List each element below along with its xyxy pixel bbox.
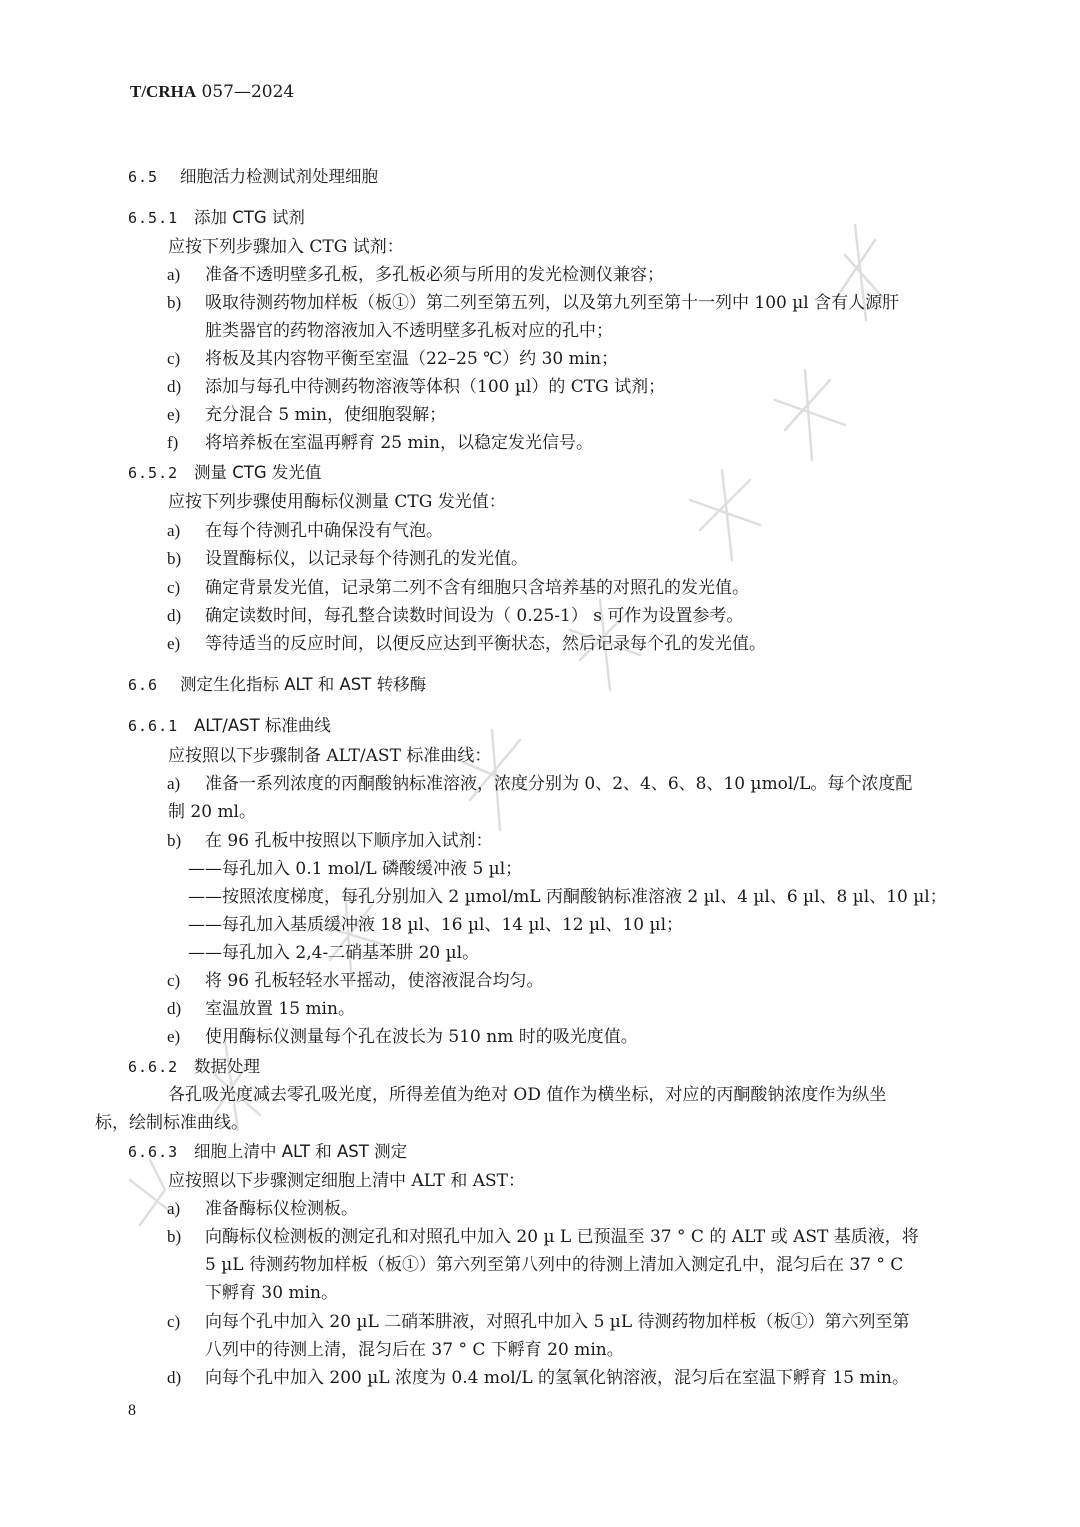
list-item: [167, 548, 528, 570]
section-title: 数据处理: [194, 1057, 260, 1076]
list-marker: c): [167, 578, 181, 597]
section-heading: [128, 715, 331, 737]
list-marker: a): [167, 521, 181, 540]
list-marker: d): [167, 999, 182, 1018]
list-marker: e): [167, 634, 181, 653]
list-marker: c): [167, 349, 181, 368]
list-item-text: 室温放置 15 min。: [205, 999, 355, 1019]
list-item-text: 准备一系列浓度的丙酮酸钠标准溶液，浓度分别为 0、2、4、6、8、10 µmol/L。每个浓度配: [205, 774, 913, 794]
paragraph-line: 八列中的待测上清，混匀后在 37 ° C 下孵育 20 min。: [205, 1340, 624, 1360]
list-item-text: 将 96 孔板轻轻水平摇动，使溶液混合均匀。: [205, 971, 544, 991]
section-title: 细胞上清中 ALT 和 AST 测定: [194, 1142, 408, 1161]
list-item-text: 向每个孔中加入 20 µL 二硝苯肼液，对照孔中加入 5 µL 待测药物加样板（板①）第六列至第: [205, 1312, 910, 1332]
dash-list-item: ——每孔加入基质缓冲液 18 µl、16 µl、14 µl、12 µl、10 µl；: [188, 915, 684, 935]
list-item-text: 向酶标仪检测板的测定孔和对照孔中加入 20 µ L 已预温至 37 ° C 的 ALT 或 AST 基质液，将: [205, 1227, 919, 1247]
list-item-text: 准备不透明壁多孔板，多孔板必须与所用的发光检测仪兼容；: [205, 265, 664, 285]
list-marker: c): [167, 1312, 181, 1331]
list-item-text: 设置酶标仪，以记录每个待测孔的发光值。: [205, 549, 528, 569]
paragraph-line: 应按照以下步骤制备 ALT/AST 标准曲线：: [168, 746, 492, 766]
list-item: [167, 404, 446, 426]
list-item: [167, 1198, 358, 1220]
list-item-text: 充分混合 5 min，使细胞裂解；: [205, 405, 447, 425]
list-item: [167, 773, 912, 795]
section-heading: [128, 1141, 407, 1163]
section-title: 测定生化指标 ALT 和 AST 转移酶: [180, 675, 427, 694]
list-item: [167, 998, 355, 1020]
list-marker: e): [167, 405, 181, 424]
list-item-text: 吸取待测药物加样板（板①）第二列至第五列，以及第九列至第十一列中 100 µl 含有人源肝: [205, 293, 900, 313]
list-item-text: 在 96 孔板中按照以下顺序加入试剂：: [205, 831, 493, 851]
page-number: 8: [128, 1402, 136, 1419]
list-marker: a): [167, 265, 181, 284]
list-item-text: 添加与每孔中待测药物溶液等体积（100 µl）的 CTG 试剂；: [205, 377, 666, 397]
list-item-text: 确定背景发光值，记录第二列不含有细胞只含培养基的对照孔的发光值。: [205, 578, 749, 598]
section-number: 6.6.3: [128, 1143, 179, 1161]
list-item: [167, 1367, 909, 1389]
standard-code: T/CRHA: [130, 82, 197, 101]
section-number: 6.6.1: [128, 717, 179, 735]
list-marker: b): [167, 831, 182, 850]
list-item-text: 确定读数时间，每孔整合读数时间设为（ 0.25-1） s 可作为设置参考。: [205, 606, 744, 626]
list-item: [167, 1311, 910, 1333]
section-title: ALT/AST 标准曲线: [194, 716, 331, 735]
list-item-text: 将培养板在室温再孵育 25 min，以稳定发光信号。: [205, 433, 593, 453]
paragraph-line: 制 20 ml。: [168, 802, 256, 822]
section-title: 测量 CTG 发光值: [194, 463, 322, 482]
paragraph-line: 应按下列步骤加入 CTG 试剂：: [168, 237, 404, 257]
paragraph-line: 应按下列步骤使用酶标仪测量 CTG 发光值：: [168, 492, 506, 512]
section-number: 6.5.2: [128, 464, 179, 482]
list-item: [167, 264, 664, 286]
document-header: [130, 82, 294, 102]
section-title: 添加 CTG 试剂: [194, 208, 305, 227]
dash-list-item: ——每孔加入 0.1 mol/L 磷酸缓冲液 5 µl；: [188, 859, 523, 879]
section-heading: [128, 462, 321, 484]
list-item-text: 向每个孔中加入 200 µL 浓度为 0.4 mol/L 的氢氧化钠溶液，混匀后在室温下孵育 15 min。: [205, 1368, 909, 1388]
list-item-text: 等待适当的反应时间，以便反应达到平衡状态，然后记录每个孔的发光值。: [205, 634, 766, 654]
list-item: [167, 1026, 638, 1048]
paragraph-line: 脏类器官的药物溶液加入不透明壁多孔板对应的孔中；: [205, 321, 613, 341]
list-item: [167, 432, 593, 454]
list-marker: a): [167, 774, 181, 793]
list-item: [167, 970, 543, 992]
list-item-text: 将板及其内容物平衡至室温（22–25 ℃）约 30 min；: [205, 349, 619, 369]
section-heading: [128, 1056, 260, 1078]
list-item: [167, 520, 443, 542]
section-title: 细胞活力检测试剂处理细胞: [180, 167, 378, 186]
list-item-text: 使用酶标仪测量每个孔在波长为 510 nm 时的吸光度值。: [205, 1027, 638, 1047]
list-marker: d): [167, 377, 182, 396]
paragraph-line: 应按照以下步骤测定细胞上清中 ALT 和 AST：: [168, 1171, 525, 1191]
list-item: [167, 830, 492, 852]
section-heading: [128, 166, 378, 188]
section-heading: [128, 207, 305, 229]
list-marker: a): [167, 1199, 181, 1218]
paragraph-line: 5 µL 待测药物加样板（板①）第六列至第八列中的待测上清加入测定孔中，混匀后在 37 ° C: [205, 1255, 904, 1275]
list-marker: d): [167, 1368, 182, 1387]
list-marker: f): [167, 433, 179, 452]
section-number: 6.5: [128, 168, 159, 186]
list-item: [167, 577, 749, 599]
section-number: 6.5.1: [128, 209, 179, 227]
paragraph-line: 各孔吸光度减去零孔吸光度，所得差值为绝对 OD 值作为横坐标，对应的丙酮酸钠浓度作为纵坐: [168, 1085, 887, 1105]
paragraph-line: 下孵育 30 min。: [205, 1283, 338, 1303]
list-marker: d): [167, 606, 182, 625]
list-item: [167, 1226, 919, 1248]
list-item: [167, 633, 766, 655]
section-number: 6.6.2: [128, 1058, 179, 1076]
standard-number: 057—2024: [201, 82, 295, 102]
dash-list-item: ——按照浓度梯度，每孔分别加入 2 µmol/mL 丙酮酸钠标准溶液 2 µl、4 µl、6 µl、8 µl、10 µl；: [188, 887, 947, 907]
paragraph-line: 标，绘制标准曲线。: [95, 1113, 248, 1133]
list-item: [167, 605, 743, 627]
list-marker: e): [167, 1027, 181, 1046]
section-heading: [128, 674, 426, 696]
list-marker: c): [167, 971, 181, 990]
list-item-text: 准备酶标仪检测板。: [205, 1199, 358, 1219]
list-item-text: 在每个待测孔中确保没有气泡。: [205, 521, 443, 541]
list-item: [167, 292, 899, 314]
list-marker: b): [167, 1227, 182, 1246]
section-number: 6.6: [128, 676, 159, 694]
list-marker: b): [167, 293, 182, 312]
list-item: [167, 348, 618, 370]
list-item: [167, 376, 665, 398]
list-marker: b): [167, 549, 182, 568]
dash-list-item: ——每孔加入 2,4-二硝基苯肼 20 µl。: [188, 943, 480, 963]
